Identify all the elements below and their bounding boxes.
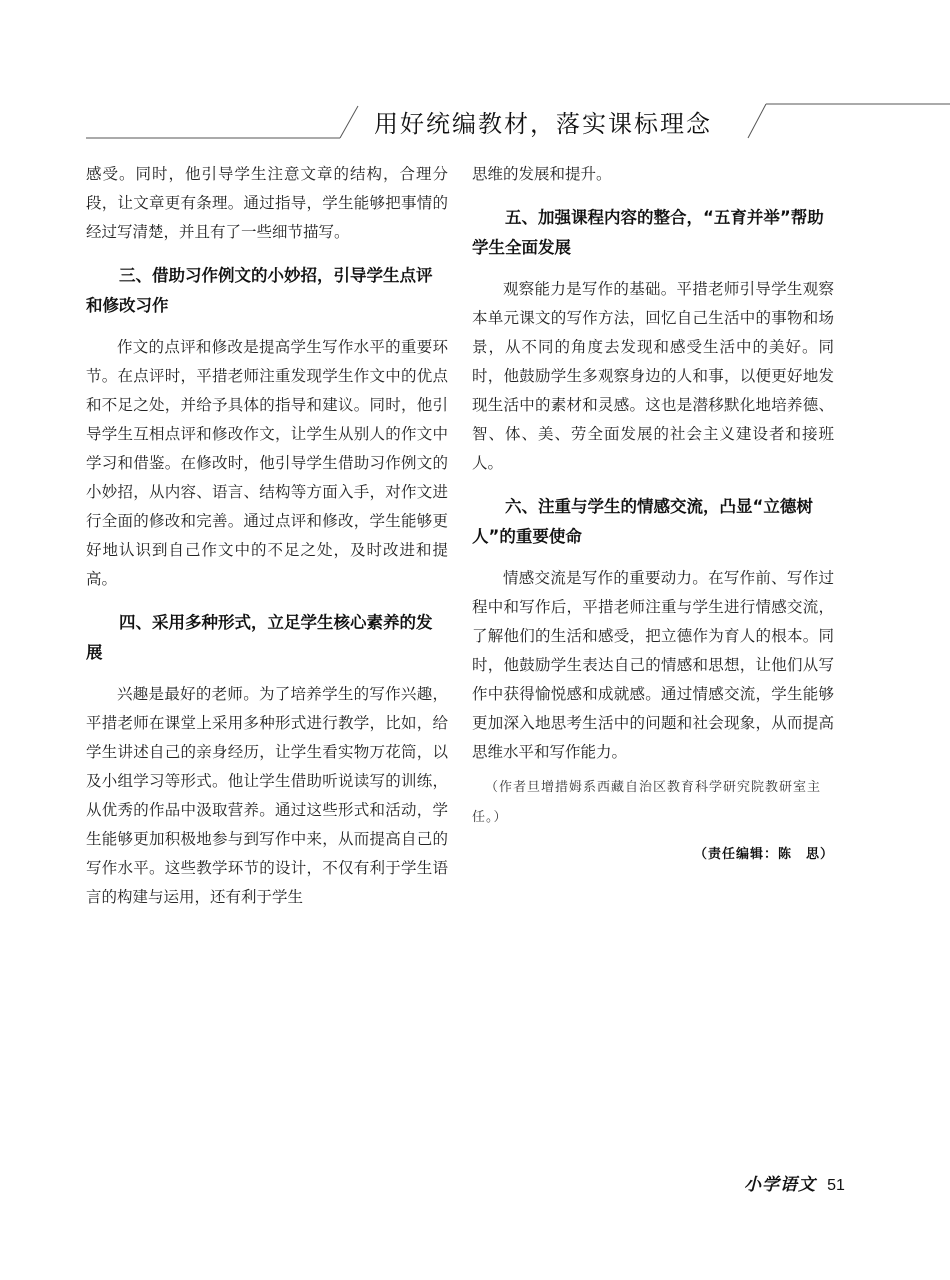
editor-credit: （责任编辑：陈 思） [693,847,834,862]
header-title: 用好统编教材，落实课标理念 [374,110,712,138]
left-column [86,160,448,912]
section-heading-5: 五、加强课程内容的整合，“五育并举”帮助学生全面发展 [472,208,824,257]
paragraph-continued: 思维的发展和提升。 [472,165,612,183]
right-column [472,160,834,862]
running-header [0,98,950,144]
author-note: （作者旦增措姆系西藏自治区教育科学研究院教研室主任。） [472,780,822,825]
paragraph-section-4: 兴趣是最好的老师。为了培养学生的写作兴趣，平措老师在课堂上采用多种形式进行教学，比如，给学生讲述自己的亲身经历，让学生看实物万花筒，以及小组学习等形式。他让学生借助听说读写的训练，从优秀的作品中汲取营养。通过这些形式和活动，学生能够更加积极地参与到写作中来，从而提高自己的写作水平。这些教学环节的设计，不仅有利于学生语言的构建与运用，还有利于学生 [86,685,448,906]
paragraph-section-5: 观察能力是写作的基础。平措老师引导学生观察本单元课文的写作方法，回忆自己生活中的事物和场景，从不同的角度去发现和感受生活中的美好。同时，他鼓励学生多观察身边的人和事，以便更好地发现生活中的素材和灵感。这也是潜移默化地培养德、智、体、美、劳全面发展的社会主义建设者和接班人。 [472,280,834,472]
section-heading-6: 六、注重与学生的情感交流，凸显“立德树人”的重要使命 [472,497,813,546]
section-heading-4: 四、采用多种形式，立足学生核心素养的发展 [86,613,433,662]
paragraph-section-6: 情感交流是写作的重要动力。在写作前、写作过程中和写作后，平措老师注重与学生进行情感交流，了解他们的生活和感受，把立德作为育人的根本。同时，他鼓励学生表达自己的情感和思想，让他们从写作中获得愉悦感和成就感。通过情感交流，学生能够更加深入地思考生活中的问题和社会现象，从而提高思维水平和写作能力。 [472,569,834,761]
page-number: 51 [827,1177,845,1194]
paragraph-intro: 感受。同时，他引导学生注意文章的结构，合理分段，让文章更有条理。通过指导，学生能够把事情的经过写清楚，并且有了一些细节描写。 [86,165,448,241]
magazine-name: 小学语文 [744,1175,816,1195]
page-footer [744,1170,845,1194]
section-heading-3: 三、借助习作例文的小妙招，引导学生点评和修改习作 [86,266,433,315]
paragraph-section-3: 作文的点评和修改是提高学生写作水平的重要环节。在点评时，平措老师注重发现学生作文中的优点和不足之处，并给予具体的指导和建议。同时，他引导学生互相点评和修改作文，让学生从别人的作文中学习和借鉴。在修改时，他引导学生借助习作例文的小妙招，从内容、语言、结构等方面入手，对作文进行全面的修改和完善。通过点评和修改，学生能够更好地认识到自己作文中的不足之处，及时改进和提高。 [86,338,448,588]
